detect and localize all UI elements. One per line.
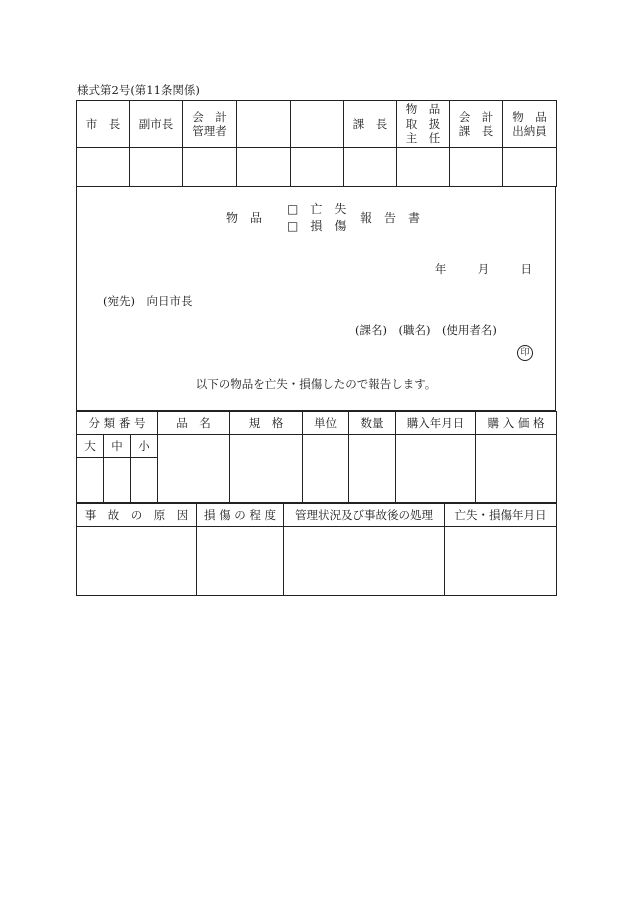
minor-class-cell[interactable] [131, 458, 158, 503]
management-status-cell[interactable] [284, 527, 445, 596]
approval-stamp-table [76, 100, 557, 187]
purchase-price-cell[interactable] [476, 435, 557, 503]
seal-mark: 印 [517, 345, 533, 361]
stamp-cell[interactable] [503, 148, 557, 187]
date-year: 年 [434, 262, 447, 276]
col-header-purchase-date: 購入年月日 [396, 412, 476, 435]
items-table [76, 411, 557, 503]
subheader-minor: 小 [131, 435, 158, 458]
report-statement: 以下の物品を亡失・損傷したので報告します。 [195, 377, 437, 391]
approval-header-accounting-chief: 会 計 課 長 [450, 101, 503, 148]
title-report: 報 告 書 [360, 211, 421, 225]
subheader-major: 大 [77, 435, 104, 458]
report-title [76, 200, 556, 234]
stamp-cell[interactable] [344, 148, 397, 187]
accident-table [76, 503, 557, 596]
cause-cell[interactable] [77, 527, 197, 596]
report-date [435, 261, 532, 277]
option-lost-checkbox[interactable]: □ 亡 失 [287, 202, 347, 216]
approval-header-blank-2 [291, 101, 344, 148]
stamp-cell[interactable] [183, 148, 237, 187]
item-name-cell[interactable] [158, 435, 230, 503]
date-month: 月 [477, 262, 490, 276]
reporter-fields[interactable]: (課名) (職名) (使用者名) [355, 323, 497, 337]
purchase-date-cell[interactable] [396, 435, 476, 503]
col-header-damage-extent: 損 傷 の 程 度 [197, 504, 284, 527]
approval-header-goods-officer: 物 品 取 扱 主 任 [397, 101, 450, 148]
stamp-cell[interactable] [130, 148, 183, 187]
stamp-cell[interactable] [397, 148, 450, 187]
loss-date-cell[interactable] [445, 527, 557, 596]
stamp-cell[interactable] [291, 148, 344, 187]
col-header-purchase-price: 購 入 価 格 [476, 412, 557, 435]
title-goods: 物 品 [226, 211, 263, 225]
approval-header-accounting-manager: 会 計 管理者 [183, 101, 237, 148]
col-header-cause: 事 故 の 原 因 [77, 504, 197, 527]
col-header-classification: 分 類 番 号 [77, 412, 158, 435]
quantity-cell[interactable] [349, 435, 396, 503]
approval-header-section-chief: 課 長 [344, 101, 397, 148]
stamp-cell[interactable] [237, 148, 291, 187]
major-class-cell[interactable] [77, 458, 104, 503]
stamp-cell[interactable] [77, 148, 130, 187]
col-header-quantity: 数量 [349, 412, 396, 435]
date-day: 日 [520, 262, 532, 276]
approval-header-goods-cashier: 物 品 出納員 [503, 101, 557, 148]
col-header-item-name: 品 名 [158, 412, 230, 435]
subheader-middle: 中 [104, 435, 131, 458]
approval-header-deputy-mayor: 副市長 [130, 101, 183, 148]
approval-header-blank-1 [237, 101, 291, 148]
middle-class-cell[interactable] [104, 458, 131, 503]
damage-extent-cell[interactable] [197, 527, 284, 596]
col-header-loss-date: 亡失・損傷年月日 [445, 504, 557, 527]
col-header-specification: 規 格 [230, 412, 303, 435]
col-header-management-status: 管理状況及び事故後の処理 [284, 504, 445, 527]
unit-cell[interactable] [303, 435, 349, 503]
approval-header-mayor: 市 長 [77, 101, 130, 148]
stamp-cell[interactable] [450, 148, 503, 187]
col-header-unit: 単位 [303, 412, 349, 435]
option-damaged-checkbox[interactable]: □ 損 傷 [287, 219, 347, 233]
specification-cell[interactable] [230, 435, 303, 503]
form-number-label: 様式第2号(第11条関係) [77, 83, 200, 97]
addressee: (宛先) 向日市長 [103, 294, 193, 308]
